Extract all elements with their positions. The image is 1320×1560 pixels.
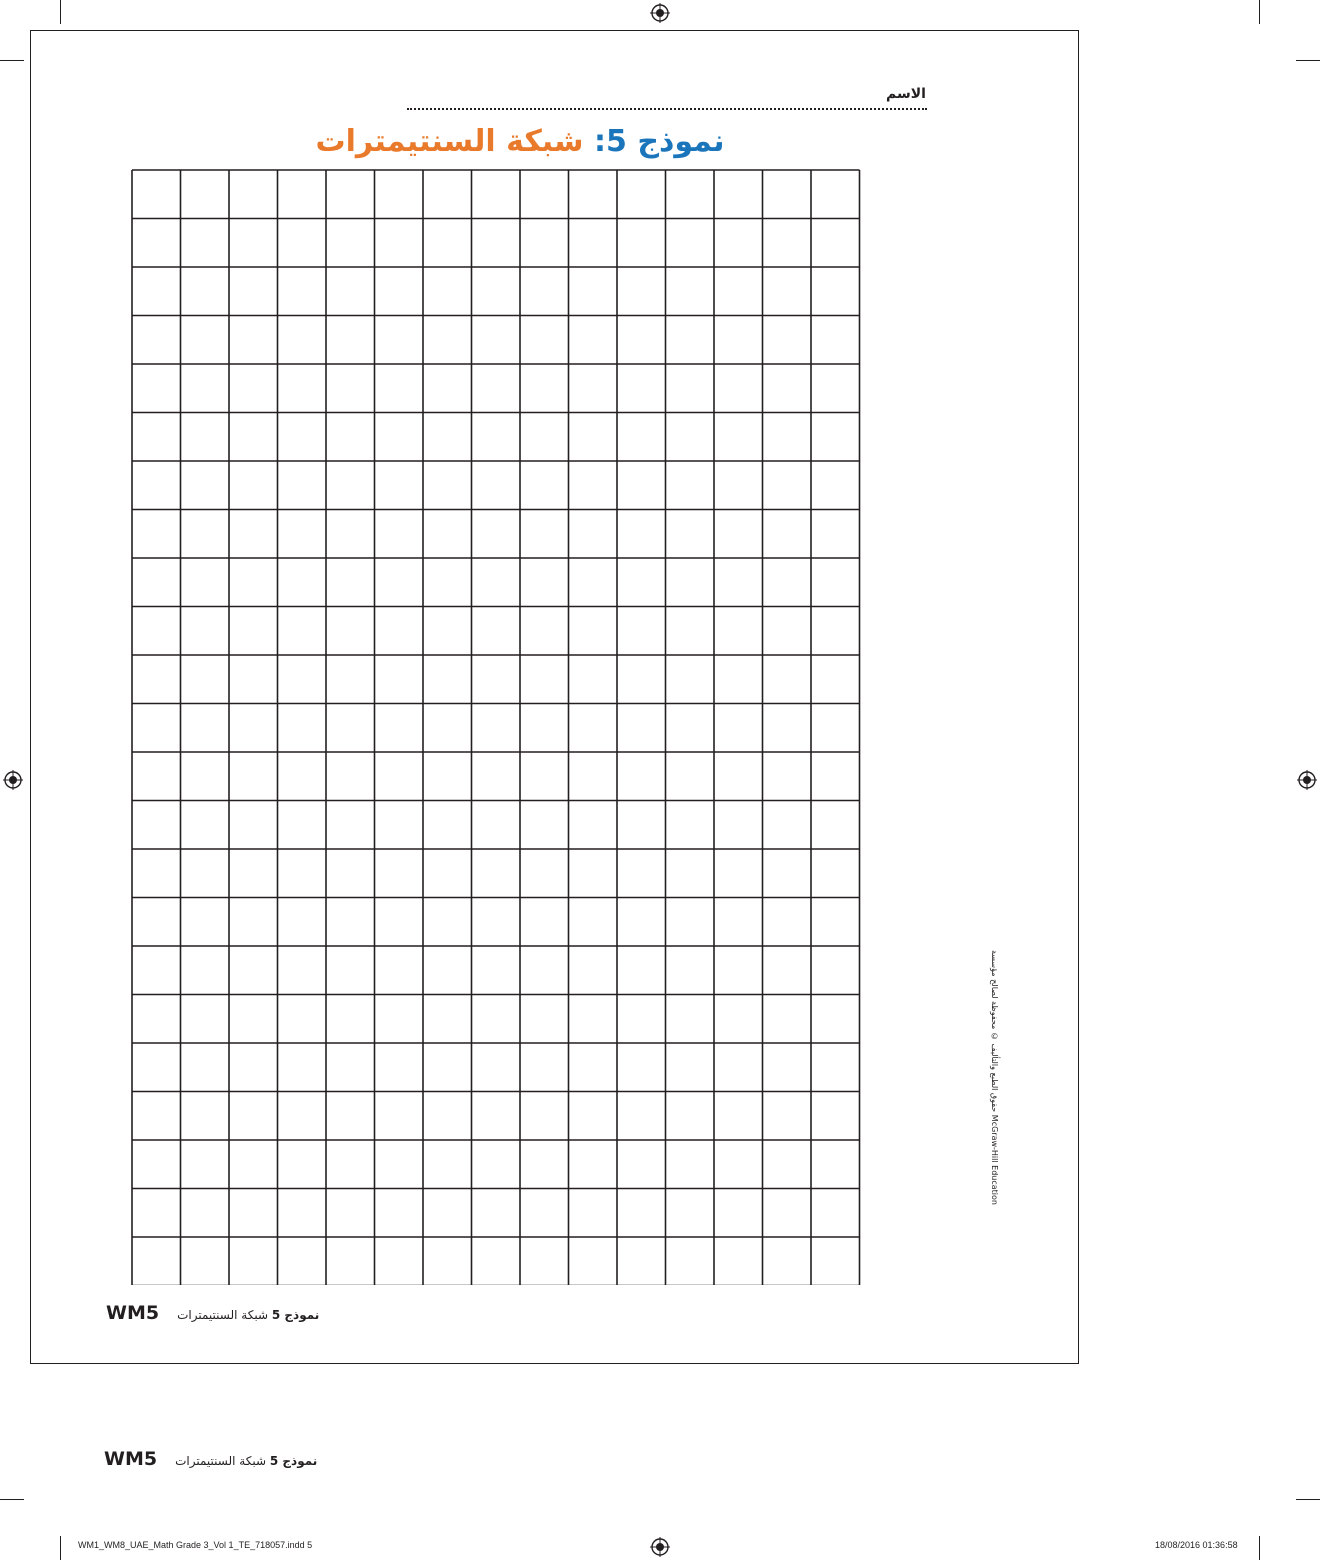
page-title <box>300 124 740 168</box>
page-footer <box>104 1448 317 1470</box>
registration-mark-icon <box>650 1537 670 1557</box>
crop-mark <box>1259 0 1260 24</box>
name-field-line[interactable] <box>407 108 927 110</box>
centimeter-grid <box>131 169 865 1289</box>
page-footer-caption <box>175 1454 317 1468</box>
title-number: 5: <box>594 124 627 159</box>
worksheet-footer <box>106 1302 319 1324</box>
crop-mark <box>60 0 61 24</box>
crop-mark <box>0 1499 24 1500</box>
slug-timestamp: 18/08/2016 01:36:58 <box>1155 1540 1238 1550</box>
registration-mark-icon <box>1297 770 1317 790</box>
title-topic: شبكة السنتيمترات <box>315 124 584 159</box>
footer-caption <box>177 1308 319 1322</box>
crop-mark <box>1296 1499 1320 1500</box>
crop-mark <box>0 60 24 61</box>
copyright-notice: حقوق الطبع والتأليف © محفوظة لصالح مؤسسة McGraw-Hill Education <box>990 950 999 1205</box>
crop-mark <box>60 1536 61 1560</box>
footer-caption-bold: نموذج 5 <box>271 1308 320 1322</box>
name-label: الاسم <box>886 86 926 102</box>
footer-caption-text: شبكة السنتيمترات <box>177 1308 269 1322</box>
page-footer-caption-text: شبكة السنتيمترات <box>175 1454 267 1468</box>
registration-mark-icon <box>650 3 670 23</box>
slug-filename: WM1_WM8_UAE_Math Grade 3_Vol 1_TE_718057.indd 5 <box>78 1540 313 1550</box>
registration-mark-icon <box>3 770 23 790</box>
page-footer-caption-bold: نموذج 5 <box>269 1454 318 1468</box>
title-prefix: نموذج <box>637 124 725 159</box>
grid-svg <box>131 169 865 1285</box>
crop-mark <box>1259 1536 1260 1560</box>
crop-mark <box>1296 60 1320 61</box>
footer-code: WM5 <box>106 1302 160 1324</box>
page-footer-code: WM5 <box>104 1448 158 1470</box>
